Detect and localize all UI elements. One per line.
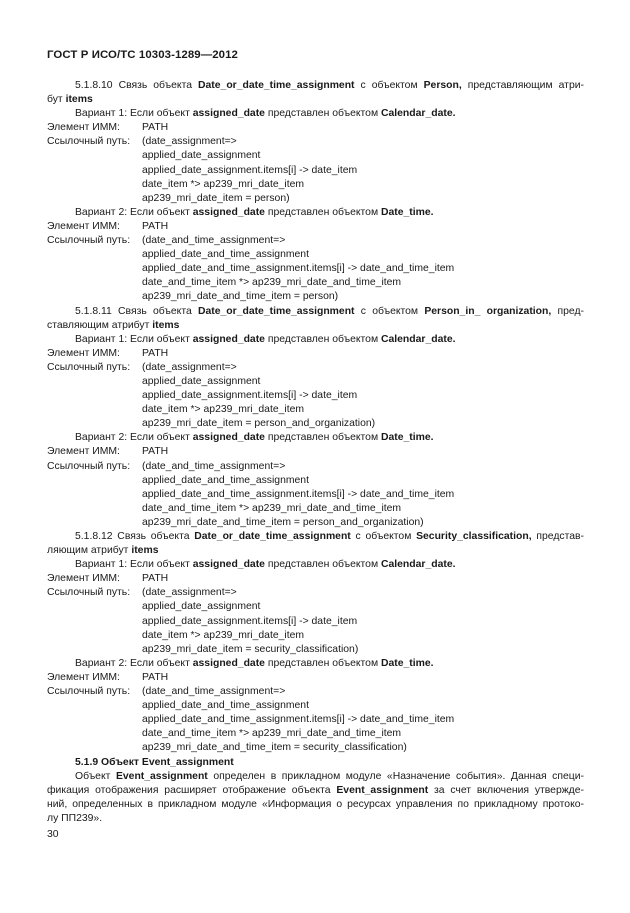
page-header: ГОСТ Р ИСО/ТС 10303-1289—2012 — [47, 49, 238, 61]
element-line: Элемент ИММ: PATH — [47, 446, 169, 458]
variant-line: Вариант 1: Если объект assigned_date представлен объектом Calendar_date. — [75, 333, 456, 345]
paragraph-line: фикация отображения расширяет отображение объекта Event_assignment за счет включения утвержде- — [47, 784, 584, 796]
section-heading: 5.1.8.12 Связь объекта Date_or_date_time_assignment с объектом Security_classification, представ- — [75, 531, 584, 542]
section-heading-cont: ставляющим атрибут items — [47, 319, 180, 331]
ref-path-line: Ссылочный путь: (date_and_time_assignment=> — [47, 460, 286, 472]
path-line: date_and_time_item *> ap239_mri_date_and_time_item — [142, 502, 402, 514]
ref-path-line: Ссылочный путь: (date_assignment=> — [47, 361, 237, 373]
variant-line: Вариант 2: Если объект assigned_date представлен объектом Date_time. — [75, 432, 434, 444]
path-line: ap239_mri_date_and_time_item = person_and_organization) — [142, 516, 424, 528]
path-line: date_item *> ap239_mri_date_item — [142, 629, 305, 641]
document-body — [47, 79, 584, 826]
path-line: applied_date_assignment — [142, 375, 261, 387]
paragraph-line: ний, определенных в прикладном модуле «Информация о ресурсах управления по прикладному протоко- — [47, 798, 584, 810]
path-line: applied_date_and_time_assignment — [142, 249, 309, 261]
path-line: applied_date_assignment.items[i] -> date_item — [142, 164, 358, 176]
path-line: applied_date_and_time_assignment — [142, 700, 309, 712]
path-line: date_item *> ap239_mri_date_item — [142, 178, 305, 190]
page-number: 30 — [47, 829, 59, 840]
ref-path-line: Ссылочный путь: (date_and_time_assignment=> — [47, 235, 286, 247]
path-line: applied_date_assignment.items[i] -> date_item — [142, 390, 358, 402]
path-line: applied_date_and_time_assignment.items[i] -> date_and_time_item — [142, 263, 455, 275]
paragraph-line: Объект Event_assignment определен в прикладном модуле «Назначение события». Данная специ- — [75, 770, 584, 782]
path-line: applied_date_and_time_assignment.items[i] -> date_and_time_item — [142, 488, 455, 500]
path-line: date_and_time_item *> ap239_mri_date_and_time_item — [142, 277, 402, 289]
path-line: date_item *> ap239_mri_date_item — [142, 404, 305, 416]
element-line: Элемент ИММ: PATH — [47, 220, 169, 232]
variant-line: Вариант 1: Если объект assigned_date представлен объектом Calendar_date. — [75, 108, 456, 120]
section-number: 5.1.8.11 — [75, 305, 112, 317]
path-line: applied_date_assignment — [142, 150, 261, 162]
element-line: Элемент ИММ: PATH — [47, 573, 169, 585]
path-line: ap239_mri_date_and_time_item = security_classification) — [142, 742, 407, 754]
element-line: Элемент ИММ: PATH — [47, 347, 169, 359]
ref-path-line: Ссылочный путь: (date_assignment=> — [47, 587, 237, 599]
section-heading-cont: бут items — [47, 94, 93, 106]
path-line: ap239_mri_date_item = security_classification) — [142, 643, 359, 655]
section-heading: 5.1.8.11 Связь объекта Date_or_date_time_assignment с объектом Person_in_ organization, пред- — [75, 305, 584, 317]
path-line: applied_date_and_time_assignment.items[i] -> date_and_time_item — [142, 714, 455, 726]
section-number: 5.1.8.12 — [75, 531, 113, 542]
path-line: applied_date_assignment.items[i] -> date_item — [142, 615, 358, 627]
path-line: ap239_mri_date_item = person) — [142, 192, 290, 204]
ref-path-line: Ссылочный путь: (date_and_time_assignment=> — [47, 686, 286, 698]
section-number: 5.1.8.10 — [75, 80, 113, 91]
section-heading-cont: ляющим атрибут items — [47, 545, 159, 557]
path-line: date_and_time_item *> ap239_mri_date_and_time_item — [142, 728, 402, 740]
subsection-heading: 5.1.9 Объект Event_assignment — [75, 756, 234, 768]
variant-line: Вариант 2: Если объект assigned_date представлен объектом Date_time. — [75, 206, 434, 218]
variant-line: Вариант 2: Если объект assigned_date представлен объектом Date_time. — [75, 657, 434, 669]
paragraph-line: лу ПП239». — [47, 812, 103, 824]
element-line: Элемент ИММ: PATH — [47, 122, 169, 134]
variant-line: Вариант 1: Если объект assigned_date представлен объектом Calendar_date. — [75, 559, 456, 571]
path-line: ap239_mri_date_and_time_item = person) — [142, 291, 339, 303]
ref-path-line: Ссылочный путь: (date_assignment=> — [47, 136, 237, 148]
element-line: Элемент ИММ: PATH — [47, 671, 169, 683]
section-heading: 5.1.8.10 Связь объекта Date_or_date_time_assignment с объектом Person, представляющим атри- — [75, 80, 584, 91]
path-line: ap239_mri_date_item = person_and_organization) — [142, 418, 376, 430]
path-line: applied_date_assignment — [142, 601, 261, 613]
path-line: applied_date_and_time_assignment — [142, 474, 309, 486]
